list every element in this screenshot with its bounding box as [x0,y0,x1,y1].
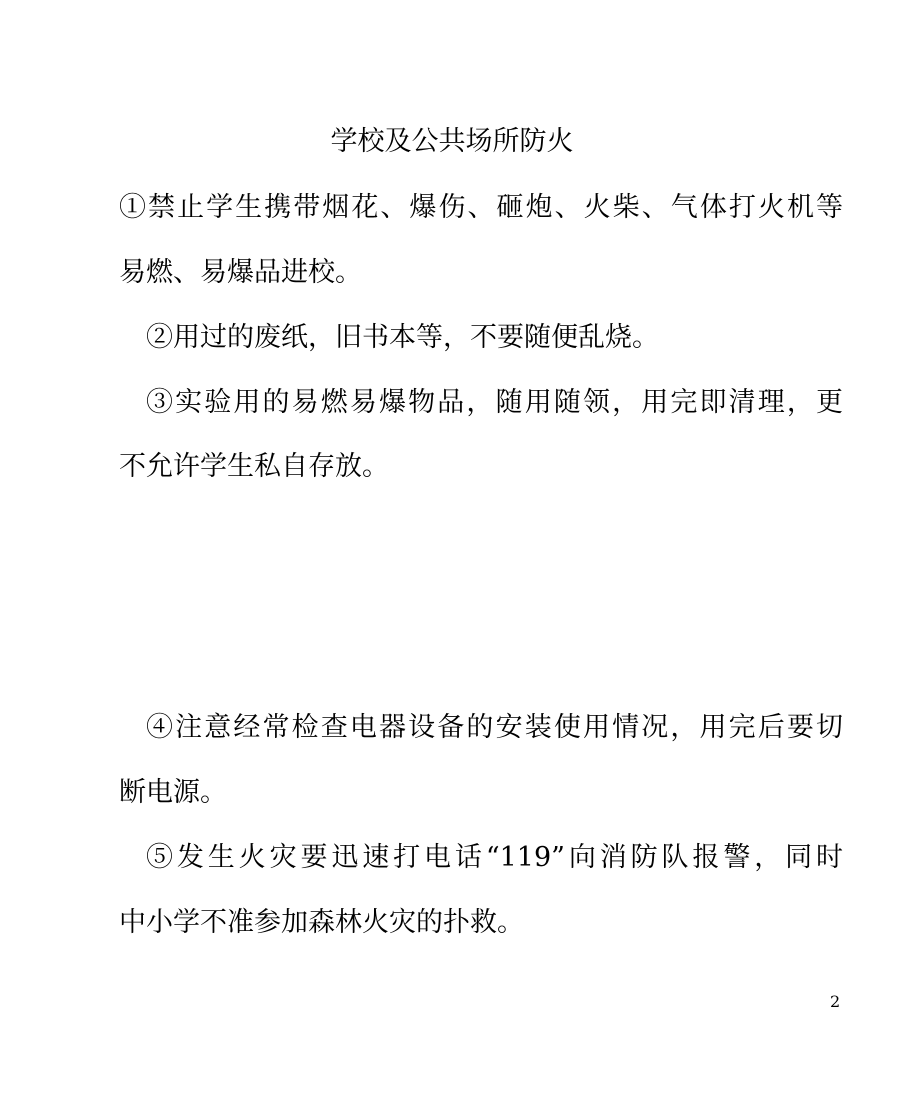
item-5-line-1: ⑤发生火灾要迅速打电话“119”向消防队报警，同时 [146,842,843,873]
document-title: 学校及公共场所防火 [330,126,574,157]
item-3-line-2: 不允许学生私自存放。 [119,451,389,482]
item-1-line-2: 易燃、易爆品进校。 [119,257,362,288]
item-3-line-1: ③实验用的易燃易爆物品，随用随领，用完即清理，更 [146,387,843,418]
item-4-line-1: ④注意经常检查电器设备的安装使用情况，用完后要切 [146,712,843,743]
item-5-line-2: 中小学不准参加森林火灾的扑救。 [119,907,524,938]
item-2-line-1: ②用过的废纸，旧书本等，不要随便乱烧。 [146,322,659,353]
item-4-line-2: 断电源。 [119,777,227,808]
page-number: 2 [830,992,841,1011]
item-1-line-1: ①禁止学生携带烟花、爆伤、砸炮、火柴、气体打火机等 [119,192,843,223]
